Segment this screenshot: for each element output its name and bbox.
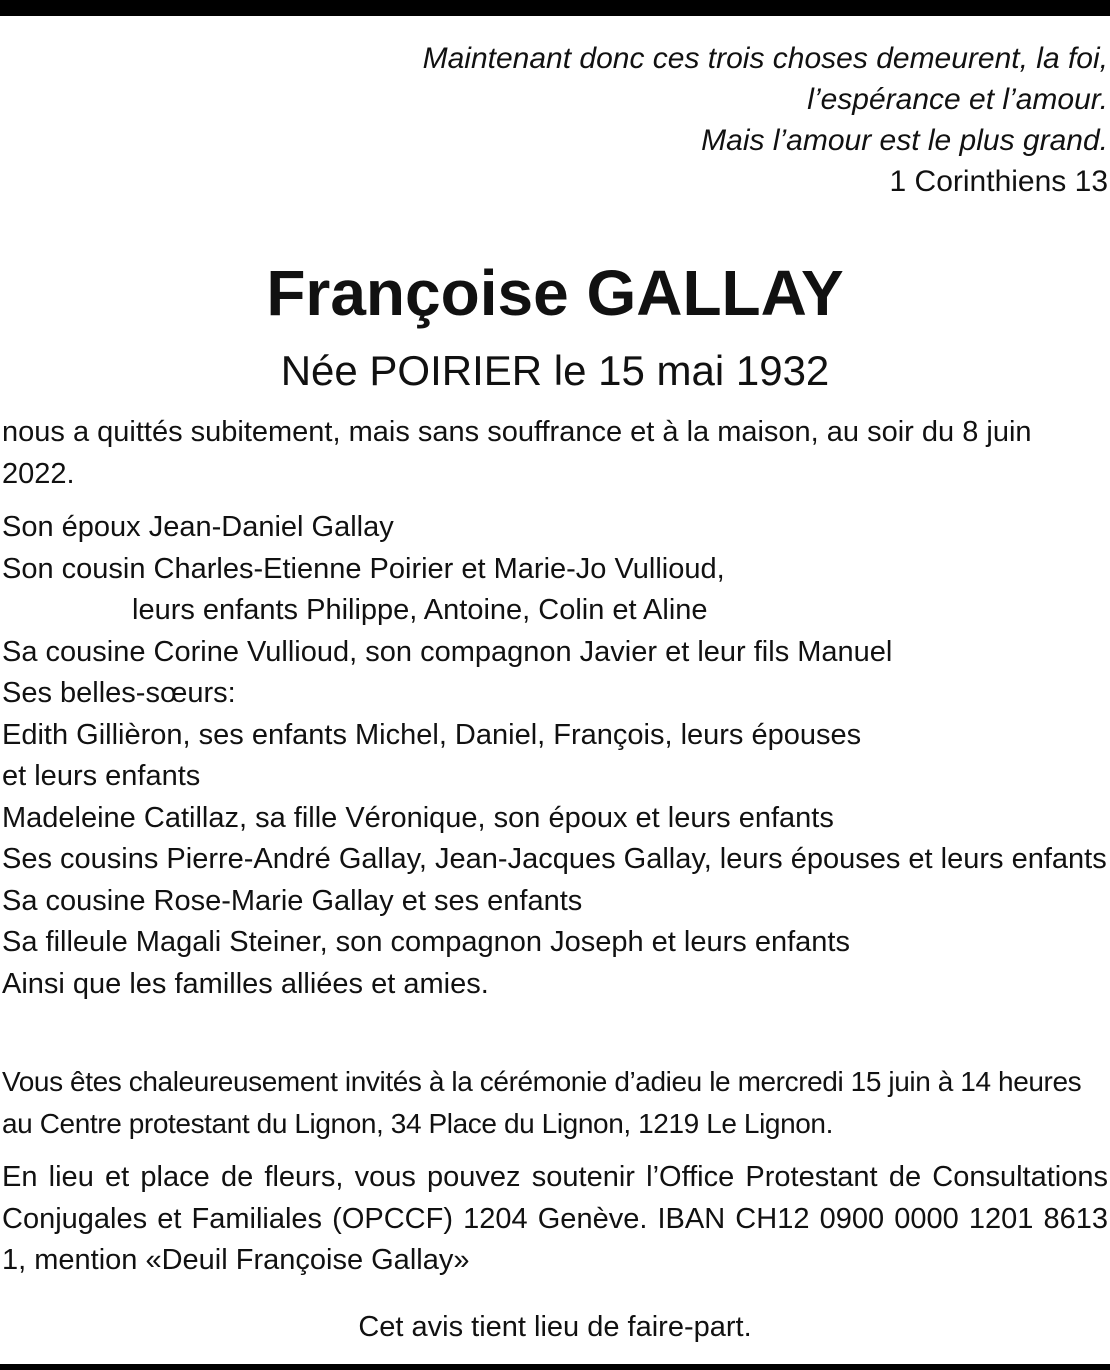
- family-list: [2, 507, 1108, 1005]
- birth-line: Née POIRIER le 15 mai 1932: [280, 347, 830, 394]
- verse-reference: 1 Corinthiens 13: [889, 165, 1108, 198]
- family-member-line: Ses cousins Pierre-André Gallay, Jean-Jacques Gallay, leurs épouses et leurs enfants: [2, 843, 1107, 875]
- family-member-line: leurs enfants Philippe, Antoine, Colin et Aline: [132, 594, 708, 626]
- family-member-line: Ses belles-sœurs:: [2, 677, 236, 709]
- ceremony-details: Vous êtes chaleureusement invités à la cérémonie d’adieu le mercredi 15 juin à 14 heures au Centre protestant du Lignon, 34 Place du Lignon, 1219 Le Lignon.: [2, 1066, 1082, 1139]
- footer-note: Cet avis tient lieu de faire-part.: [358, 1311, 752, 1343]
- top-border-rule: [0, 0, 1110, 16]
- bottom-border-rule: [0, 1364, 1110, 1370]
- family-member-line: Edith Gillièron, ses enfants Michel, Daniel, François, leurs épouses: [2, 718, 862, 751]
- verse-line: l’espérance et l’amour.: [807, 83, 1108, 116]
- bible-verse: [208, 38, 1108, 202]
- deceased-name: Françoise GALLAY: [266, 257, 844, 329]
- family-member-line: et leurs enfants: [2, 760, 201, 792]
- family-member-line: Son époux Jean-Daniel Gallay: [2, 511, 394, 543]
- family-member-line: Sa cousine Corine Vullioud, son compagnon Javier et leur fils Manuel: [2, 635, 893, 668]
- family-member-line: Ainsi que les familles alliées et amies.: [2, 967, 489, 1000]
- family-member-line: Sa cousine Rose-Marie Gallay et ses enfants: [2, 884, 583, 917]
- family-member-line: Sa filleule Magali Steiner, son compagnon Joseph et leurs enfants: [2, 926, 850, 958]
- death-announcement: nous a quittés subitement, mais sans souffrance et à la maison, au soir du 8 juin 2022.: [2, 416, 1032, 490]
- verse-line: Maintenant donc ces trois choses demeurent, la foi,: [422, 42, 1108, 75]
- donation-notice: En lieu et place de fleurs, vous pouvez soutenir l’Office Protestant de Consultations Conjugales et Familiales (OPCCF) 1204 Genève. IBAN CH12 0900 0000 1201 8613 1, mention «Deuil Françoise Gallay»: [2, 1161, 1108, 1276]
- family-member-line: Son cousin Charles-Etienne Poirier et Marie-Jo Vullioud,: [2, 552, 725, 585]
- verse-line: Mais l’amour est le plus grand.: [701, 124, 1108, 157]
- family-member-line: Madeleine Catillaz, sa fille Véronique, son époux et leurs enfants: [2, 801, 834, 834]
